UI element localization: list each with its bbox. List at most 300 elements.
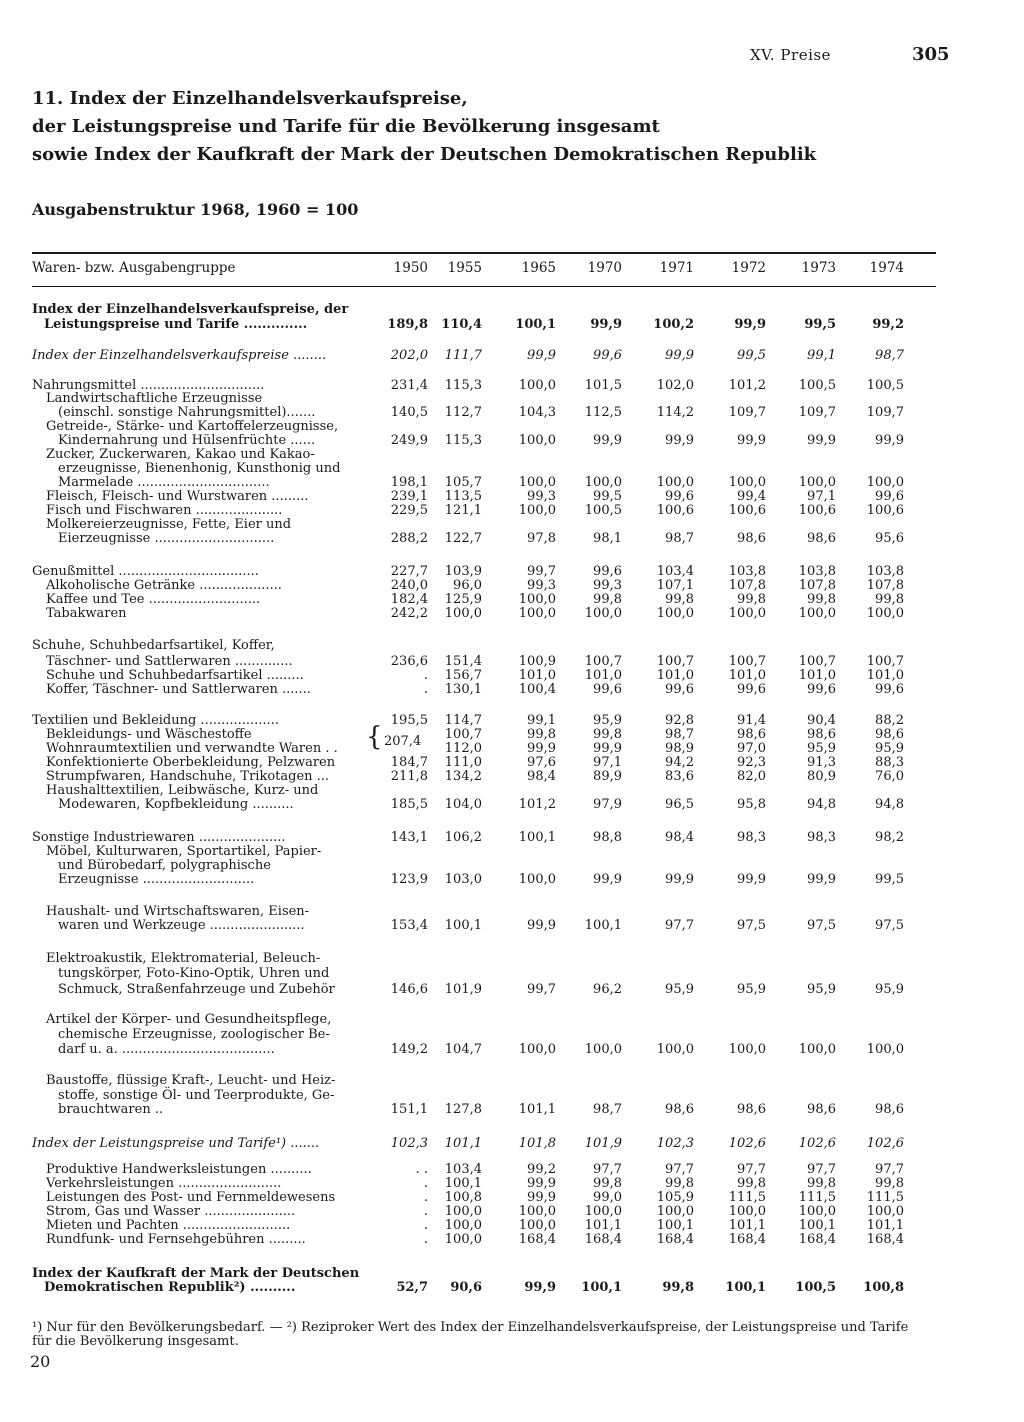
table-cell: 198,1 bbox=[390, 475, 428, 490]
table-cell: 100,0 bbox=[656, 606, 694, 621]
table-cell: 99,6 bbox=[875, 489, 904, 504]
table-cell: 100,8 bbox=[863, 1280, 904, 1295]
table-row bbox=[0, 606, 1024, 622]
table-cell: 185,5 bbox=[390, 797, 428, 812]
table-cell: 101,0 bbox=[656, 668, 694, 683]
row-label: Artikel der Körper- und Gesundheitspflege, bbox=[46, 1012, 332, 1027]
row-label: Modewaren, Kopfbekleidung .......... bbox=[58, 797, 294, 812]
table-cell: 227,7 bbox=[390, 564, 428, 579]
table-cell: 115,3 bbox=[444, 378, 482, 393]
table-cell: 100,5 bbox=[798, 378, 836, 393]
table-cell: 99,9 bbox=[734, 317, 766, 332]
table-cell: 112,0 bbox=[444, 741, 482, 756]
table-cell: 211,8 bbox=[390, 769, 428, 784]
table-cell: 98,8 bbox=[593, 830, 622, 845]
table-cell: 100,7 bbox=[728, 654, 766, 669]
table-cell: 99,9 bbox=[593, 741, 622, 756]
row-label: Konfektionierte Oberbekleidung, Pelzwaren bbox=[46, 755, 336, 770]
table-cell: 107,8 bbox=[798, 578, 836, 593]
table-cell: 184,7 bbox=[390, 755, 428, 770]
table-cell: 98,7 bbox=[875, 348, 904, 363]
row-label: darf u. a. ..................................... bbox=[58, 1042, 275, 1057]
row-label: Rundfunk- und Fernsehgebühren ......... bbox=[46, 1232, 306, 1247]
table-cell: 114,7 bbox=[444, 713, 482, 728]
table-cell: 99,8 bbox=[593, 1176, 622, 1191]
table-cell: 100,0 bbox=[518, 606, 556, 621]
table-cell: . bbox=[423, 668, 428, 683]
table-cell: 99,8 bbox=[593, 592, 622, 607]
column-header-year: 1965 bbox=[521, 260, 556, 276]
table-cell: 168,4 bbox=[728, 1232, 766, 1247]
table-cell: 95,9 bbox=[593, 713, 622, 728]
table-cell: 111,0 bbox=[444, 755, 482, 770]
table-cell: 97,7 bbox=[665, 1162, 694, 1177]
table-cell: 99,4 bbox=[737, 489, 766, 504]
column-header-year: 1974 bbox=[869, 260, 904, 276]
table-cell: 103,4 bbox=[656, 564, 694, 579]
table-cell: 98,3 bbox=[807, 830, 836, 845]
table-cell: 99,9 bbox=[527, 741, 556, 756]
table-cell: 100,0 bbox=[518, 872, 556, 887]
table-cell: 94,2 bbox=[665, 755, 694, 770]
table-cell: 88,2 bbox=[875, 713, 904, 728]
brace-symbol: { bbox=[366, 722, 383, 752]
table-cell: 98,1 bbox=[593, 531, 622, 546]
row-label: Kindernahrung und Hülsenfrüchte ...... bbox=[58, 433, 316, 448]
table-cell: 99,0 bbox=[593, 1190, 622, 1205]
row-label: stoffe, sonstige Öl- und Teerprodukte, Ge- bbox=[58, 1088, 335, 1103]
table-cell: . bbox=[423, 1218, 428, 1233]
table-cell: 100,0 bbox=[584, 475, 622, 490]
table-cell: 82,0 bbox=[737, 769, 766, 784]
table-cell: 88,3 bbox=[875, 755, 904, 770]
table-cell: 168,4 bbox=[518, 1232, 556, 1247]
table-row bbox=[0, 872, 1024, 888]
table-cell: 100,7 bbox=[798, 654, 836, 669]
table-cell: 101,5 bbox=[584, 378, 622, 393]
row-label: Täschner- und Sattlerwaren .............. bbox=[46, 654, 293, 669]
footer-signature-mark: 20 bbox=[30, 1352, 51, 1371]
table-row bbox=[0, 1012, 1024, 1028]
row-label: Strumpfwaren, Handschuhe, Trikotagen ... bbox=[46, 769, 330, 784]
table-cell: 91,3 bbox=[807, 755, 836, 770]
table-cell: 102,3 bbox=[390, 1136, 428, 1151]
table-cell: 102,0 bbox=[656, 378, 694, 393]
table-cell: 98,6 bbox=[737, 727, 766, 742]
brace-value: 207,4 bbox=[384, 734, 422, 749]
table-cell: 202,0 bbox=[390, 348, 428, 363]
table-cell: 99,9 bbox=[665, 348, 694, 363]
table-cell: 103,9 bbox=[444, 564, 482, 579]
row-label: Index der Kaufkraft der Mark der Deutschen bbox=[32, 1266, 360, 1281]
table-cell: 99,9 bbox=[524, 1280, 556, 1295]
table-cell: 76,0 bbox=[875, 769, 904, 784]
table-cell: 99,6 bbox=[875, 682, 904, 697]
table-row bbox=[0, 348, 1024, 364]
table-cell: 100,0 bbox=[518, 378, 556, 393]
table-cell: 107,8 bbox=[866, 578, 904, 593]
table-cell: 100,1 bbox=[656, 1218, 694, 1233]
column-header-year: 1971 bbox=[659, 260, 694, 276]
table-cell: 99,5 bbox=[875, 872, 904, 887]
table-cell: 100,6 bbox=[656, 503, 694, 518]
column-header-year: 1950 bbox=[393, 260, 428, 276]
column-header-year: 1970 bbox=[587, 260, 622, 276]
table-cell: 100,1 bbox=[584, 918, 622, 933]
table-cell: 99,8 bbox=[875, 592, 904, 607]
table-cell: 100,6 bbox=[798, 503, 836, 518]
table-row bbox=[0, 682, 1024, 698]
table-cell: 100,4 bbox=[518, 682, 556, 697]
table-cell: 109,7 bbox=[728, 405, 766, 420]
footnote-line-1: ¹) Nur für den Bevölkerungsbedarf. — ²) Reziproker Wert des Index der Einzelhandelsverkaufspreise, der Leistungspreise und Tarife bbox=[32, 1320, 909, 1335]
row-label: tungskörper, Foto-Kino-Optik, Uhren und bbox=[58, 966, 330, 981]
table-cell: 99,3 bbox=[527, 489, 556, 504]
table-cell: . . bbox=[415, 1162, 428, 1177]
table-cell: 99,9 bbox=[527, 1176, 556, 1191]
table-cell: 89,9 bbox=[593, 769, 622, 784]
row-label: Haushalttextilien, Leibwäsche, Kurz- und bbox=[46, 783, 319, 798]
table-cell: 102,6 bbox=[866, 1136, 904, 1151]
table-cell: 101,1 bbox=[866, 1218, 904, 1233]
table-cell: 106,2 bbox=[444, 830, 482, 845]
table-cell: 101,9 bbox=[444, 982, 482, 997]
table-cell: 102,6 bbox=[728, 1136, 766, 1151]
table-cell: 95,9 bbox=[665, 982, 694, 997]
table-row bbox=[0, 918, 1024, 934]
table-cell: 100,0 bbox=[518, 433, 556, 448]
table-cell: 98,6 bbox=[737, 1102, 766, 1117]
table-cell: 168,4 bbox=[866, 1232, 904, 1247]
table-row bbox=[0, 1073, 1024, 1089]
table-cell: 98,6 bbox=[737, 531, 766, 546]
table-cell: 153,4 bbox=[390, 918, 428, 933]
table-cell: 99,9 bbox=[590, 317, 622, 332]
table-cell: 95,9 bbox=[807, 982, 836, 997]
table-cell: 100,5 bbox=[795, 1280, 836, 1295]
table-cell: 99,7 bbox=[527, 564, 556, 579]
table-cell: 95,9 bbox=[807, 741, 836, 756]
row-label: Alkoholische Getränke .................... bbox=[46, 578, 282, 593]
table-cell: 101,0 bbox=[728, 668, 766, 683]
row-label: Landwirtschaftliche Erzeugnisse bbox=[46, 391, 263, 406]
table-cell: 101,2 bbox=[518, 797, 556, 812]
table-cell: 97,5 bbox=[807, 918, 836, 933]
table-cell: 99,7 bbox=[527, 982, 556, 997]
table-cell: 99,3 bbox=[527, 578, 556, 593]
table-cell: 111,7 bbox=[444, 348, 482, 363]
table-row bbox=[0, 951, 1024, 967]
table-cell: 98,9 bbox=[665, 741, 694, 756]
table-cell: 99,5 bbox=[804, 317, 836, 332]
table-cell: 195,5 bbox=[390, 713, 428, 728]
table-cell: 100,5 bbox=[866, 378, 904, 393]
row-label: erzeugnisse, Bienenhonig, Kunsthonig und bbox=[58, 461, 341, 476]
table-cell: 100,0 bbox=[656, 475, 694, 490]
table-cell: 111,5 bbox=[728, 1190, 766, 1205]
table-cell: 97,8 bbox=[527, 531, 556, 546]
table-cell: 100,6 bbox=[728, 503, 766, 518]
table-cell: 240,0 bbox=[390, 578, 428, 593]
table-cell: 83,6 bbox=[665, 769, 694, 784]
row-label: Wohnraumtextilien und verwandte Waren . . bbox=[46, 741, 338, 756]
table-cell: 101,0 bbox=[518, 668, 556, 683]
row-label: Demokratischen Republik²) .......... bbox=[44, 1280, 296, 1295]
table-cell: 104,7 bbox=[444, 1042, 482, 1057]
table-cell: 99,8 bbox=[875, 1176, 904, 1191]
table-cell: 149,2 bbox=[390, 1042, 428, 1057]
row-label: Schmuck, Straßenfahrzeuge und Zubehör bbox=[58, 982, 335, 997]
table-cell: 130,1 bbox=[444, 682, 482, 697]
table-cell: 92,8 bbox=[665, 713, 694, 728]
table-cell: 99,8 bbox=[737, 592, 766, 607]
row-label: Getreide-, Stärke- und Kartoffelerzeugnisse, bbox=[46, 419, 339, 434]
table-cell: 98,4 bbox=[527, 769, 556, 784]
table-row bbox=[0, 302, 1024, 318]
table-cell: 168,4 bbox=[584, 1232, 622, 1247]
table-cell: 98,6 bbox=[807, 1102, 836, 1117]
table-cell: 97,5 bbox=[875, 918, 904, 933]
table-cell: 100,0 bbox=[728, 1042, 766, 1057]
table-cell: 105,7 bbox=[444, 475, 482, 490]
table-cell: 121,1 bbox=[444, 503, 482, 518]
row-label: Index der Einzelhandelsverkaufspreise ........ bbox=[32, 348, 327, 363]
table-cell: 99,5 bbox=[593, 489, 622, 504]
table-cell: 99,8 bbox=[527, 727, 556, 742]
table-cell: 99,9 bbox=[527, 918, 556, 933]
row-label: Verkehrsleistungen ......................... bbox=[46, 1176, 282, 1191]
table-cell: 231,4 bbox=[390, 378, 428, 393]
table-cell: 103,8 bbox=[866, 564, 904, 579]
table-cell: 94,8 bbox=[875, 797, 904, 812]
table-cell: 100,0 bbox=[798, 475, 836, 490]
footnote-line-2: für die Bevölkerung insgesamt. bbox=[32, 1334, 239, 1349]
table-cell: 100,5 bbox=[584, 503, 622, 518]
table-title-line-1: 11. Index der Einzelhandelsverkaufspreise, bbox=[32, 88, 468, 109]
row-label: Strom, Gas und Wasser ...................... bbox=[46, 1204, 296, 1219]
row-label: Marmelade ................................ bbox=[58, 475, 270, 490]
table-cell: 99,9 bbox=[665, 433, 694, 448]
table-cell: 100,0 bbox=[444, 1232, 482, 1247]
table-cell: 99,8 bbox=[807, 1176, 836, 1191]
table-cell: 98,7 bbox=[593, 1102, 622, 1117]
table-cell: 110,4 bbox=[441, 317, 482, 332]
table-cell: 98,6 bbox=[807, 531, 836, 546]
table-cell: 101,0 bbox=[866, 668, 904, 683]
table-row bbox=[0, 531, 1024, 547]
table-cell: 97,5 bbox=[737, 918, 766, 933]
table-cell: 101,1 bbox=[728, 1218, 766, 1233]
table-cell: 99,8 bbox=[662, 1280, 694, 1295]
table-cell: 242,2 bbox=[390, 606, 428, 621]
table-cell: 103,0 bbox=[444, 872, 482, 887]
row-label: Index der Leistungspreise und Tarife¹) ....... bbox=[32, 1136, 320, 1151]
row-label: Erzeugnisse ........................... bbox=[58, 872, 255, 887]
table-cell: . bbox=[423, 1232, 428, 1247]
table-cell: 151,4 bbox=[444, 654, 482, 669]
table-cell: 168,4 bbox=[656, 1232, 694, 1247]
table-cell: . bbox=[423, 1190, 428, 1205]
row-label: Sonstige Industriewaren ..................... bbox=[32, 830, 286, 845]
row-label: Schuhe, Schuhbedarfsartikel, Koffer, bbox=[32, 638, 275, 653]
table-cell: 99,9 bbox=[807, 433, 836, 448]
table-cell: 90,6 bbox=[450, 1280, 482, 1295]
table-cell: 99,9 bbox=[737, 433, 766, 448]
column-header-year: 1973 bbox=[801, 260, 836, 276]
table-cell: 99,5 bbox=[737, 348, 766, 363]
table-cell: 91,4 bbox=[737, 713, 766, 728]
row-label: (einschl. sonstige Nahrungsmittel)....... bbox=[58, 405, 316, 420]
row-label: Koffer, Täschner- und Sattlerwaren ....... bbox=[46, 682, 311, 697]
row-label: Haushalt- und Wirtschaftswaren, Eisen- bbox=[46, 904, 310, 919]
table-cell: 112,5 bbox=[584, 405, 622, 420]
table-cell: 101,1 bbox=[584, 1218, 622, 1233]
table-cell: 99,1 bbox=[807, 348, 836, 363]
row-label: brauchtwaren .. bbox=[58, 1102, 164, 1117]
row-label: Bekleidungs- und Wäschestoffe bbox=[46, 727, 252, 742]
row-label: Nahrungsmittel .............................. bbox=[32, 378, 265, 393]
table-cell: 99,8 bbox=[665, 1176, 694, 1191]
table-cell: 98,7 bbox=[665, 531, 694, 546]
table-cell: 101,1 bbox=[518, 1102, 556, 1117]
row-label: und Bürobedarf, polygraphische bbox=[58, 858, 271, 873]
table-cell: 100,0 bbox=[518, 475, 556, 490]
table-cell: 100,0 bbox=[444, 1218, 482, 1233]
row-label: Eierzeugnisse ............................. bbox=[58, 531, 275, 546]
row-label: Kaffee und Tee ........................... bbox=[46, 592, 261, 607]
table-cell: 236,6 bbox=[390, 654, 428, 669]
table-cell: 99,9 bbox=[665, 872, 694, 887]
table-cell: 99,1 bbox=[527, 713, 556, 728]
table-cell: 97,7 bbox=[665, 918, 694, 933]
table-cell: 95,9 bbox=[737, 982, 766, 997]
table-cell: . bbox=[423, 1176, 428, 1191]
table-cell: 101,9 bbox=[584, 1136, 622, 1151]
row-label: Zucker, Zuckerwaren, Kakao und Kakao- bbox=[46, 447, 315, 462]
table-cell: 80,9 bbox=[807, 769, 836, 784]
table-title-line-3: sowie Index der Kaufkraft der Mark der Deutschen Demokratischen Republik bbox=[32, 144, 817, 165]
table-cell: 100,0 bbox=[518, 592, 556, 607]
table-cell: 99,9 bbox=[593, 872, 622, 887]
table-cell: 97,7 bbox=[875, 1162, 904, 1177]
table-cell: 97,7 bbox=[593, 1162, 622, 1177]
table-row bbox=[0, 1232, 1024, 1248]
row-label: Genußmittel .................................. bbox=[32, 564, 259, 579]
table-cell: 97,0 bbox=[737, 741, 766, 756]
row-label: Index der Einzelhandelsverkaufspreise, der bbox=[32, 302, 349, 317]
table-cell: 100,0 bbox=[518, 1218, 556, 1233]
table-cell: 109,7 bbox=[798, 405, 836, 420]
table-cell: 102,6 bbox=[798, 1136, 836, 1151]
table-cell: 156,7 bbox=[444, 668, 482, 683]
table-cell: 288,2 bbox=[390, 531, 428, 546]
table-cell: 101,1 bbox=[444, 1136, 482, 1151]
row-label: Fisch und Fischwaren ..................... bbox=[46, 503, 283, 518]
table-row bbox=[0, 638, 1024, 654]
table-cell: 102,3 bbox=[656, 1136, 694, 1151]
table-cell: 100,0 bbox=[866, 1204, 904, 1219]
table-header-rule bbox=[32, 286, 936, 287]
table-cell: 100,1 bbox=[518, 830, 556, 845]
row-label: waren und Werkzeuge ....................... bbox=[58, 918, 305, 933]
table-cell: 99,9 bbox=[737, 872, 766, 887]
table-cell: 100,7 bbox=[584, 654, 622, 669]
table-cell: 101,2 bbox=[728, 378, 766, 393]
table-cell: 97,7 bbox=[807, 1162, 836, 1177]
table-cell: 99,8 bbox=[807, 592, 836, 607]
table-cell: 99,6 bbox=[593, 682, 622, 697]
table-top-rule bbox=[32, 252, 936, 254]
page-number: 305 bbox=[912, 44, 950, 65]
table-cell: 114,2 bbox=[656, 405, 694, 420]
table-cell: 99,6 bbox=[807, 682, 836, 697]
table-cell: 127,8 bbox=[444, 1102, 482, 1117]
table-cell: 90,4 bbox=[807, 713, 836, 728]
table-row bbox=[0, 797, 1024, 813]
row-label: Möbel, Kulturwaren, Sportartikel, Papier- bbox=[46, 844, 322, 859]
table-cell: 101,0 bbox=[798, 668, 836, 683]
table-cell: 100,1 bbox=[725, 1280, 766, 1295]
table-cell: 99,2 bbox=[872, 317, 904, 332]
table-cell: 100,8 bbox=[444, 1190, 482, 1205]
table-cell: 125,9 bbox=[444, 592, 482, 607]
table-cell: 99,6 bbox=[593, 348, 622, 363]
column-header-year: 1972 bbox=[731, 260, 766, 276]
table-cell: 98,6 bbox=[665, 1102, 694, 1117]
table-cell: 112,7 bbox=[444, 405, 482, 420]
table-cell: 98,2 bbox=[875, 830, 904, 845]
table-cell: 107,8 bbox=[728, 578, 766, 593]
table-row bbox=[0, 1027, 1024, 1043]
table-cell: 99,9 bbox=[527, 348, 556, 363]
table-cell: 100,2 bbox=[653, 317, 694, 332]
table-cell: 95,8 bbox=[737, 797, 766, 812]
table-row bbox=[0, 966, 1024, 982]
table-cell: 99,9 bbox=[807, 872, 836, 887]
table-cell: 95,9 bbox=[875, 741, 904, 756]
table-cell: 98,3 bbox=[737, 830, 766, 845]
table-cell: 94,8 bbox=[807, 797, 836, 812]
table-cell: 97,1 bbox=[807, 489, 836, 504]
table-cell: 100,0 bbox=[798, 1204, 836, 1219]
table-cell: 99,9 bbox=[527, 1190, 556, 1205]
table-cell: 100,6 bbox=[866, 503, 904, 518]
table-cell: 115,3 bbox=[444, 433, 482, 448]
table-cell: 99,6 bbox=[665, 489, 694, 504]
row-label: Mieten und Pachten .......................... bbox=[46, 1218, 291, 1233]
table-cell: 100,9 bbox=[518, 654, 556, 669]
table-cell: 99,8 bbox=[665, 592, 694, 607]
row-label: Baustoffe, flüssige Kraft-, Leucht- und Heiz- bbox=[46, 1073, 336, 1088]
table-cell: 122,7 bbox=[444, 531, 482, 546]
table-row bbox=[0, 1042, 1024, 1058]
table-cell: 100,0 bbox=[584, 606, 622, 621]
table-cell: 100,1 bbox=[515, 317, 556, 332]
table-cell: 95,6 bbox=[875, 531, 904, 546]
table-cell: 189,8 bbox=[387, 317, 428, 332]
table-cell: 107,1 bbox=[656, 578, 694, 593]
table-cell: 249,9 bbox=[390, 433, 428, 448]
table-cell: 97,6 bbox=[527, 755, 556, 770]
table-cell: 100,0 bbox=[866, 1042, 904, 1057]
column-header-group: Waren- bzw. Ausgabengruppe bbox=[32, 260, 236, 276]
table-cell: 98,4 bbox=[665, 830, 694, 845]
table-row bbox=[0, 1280, 1024, 1296]
table-cell: 98,6 bbox=[875, 1102, 904, 1117]
table-cell: 103,4 bbox=[444, 1162, 482, 1177]
table-cell: . bbox=[423, 682, 428, 697]
table-cell: 98,6 bbox=[875, 727, 904, 742]
